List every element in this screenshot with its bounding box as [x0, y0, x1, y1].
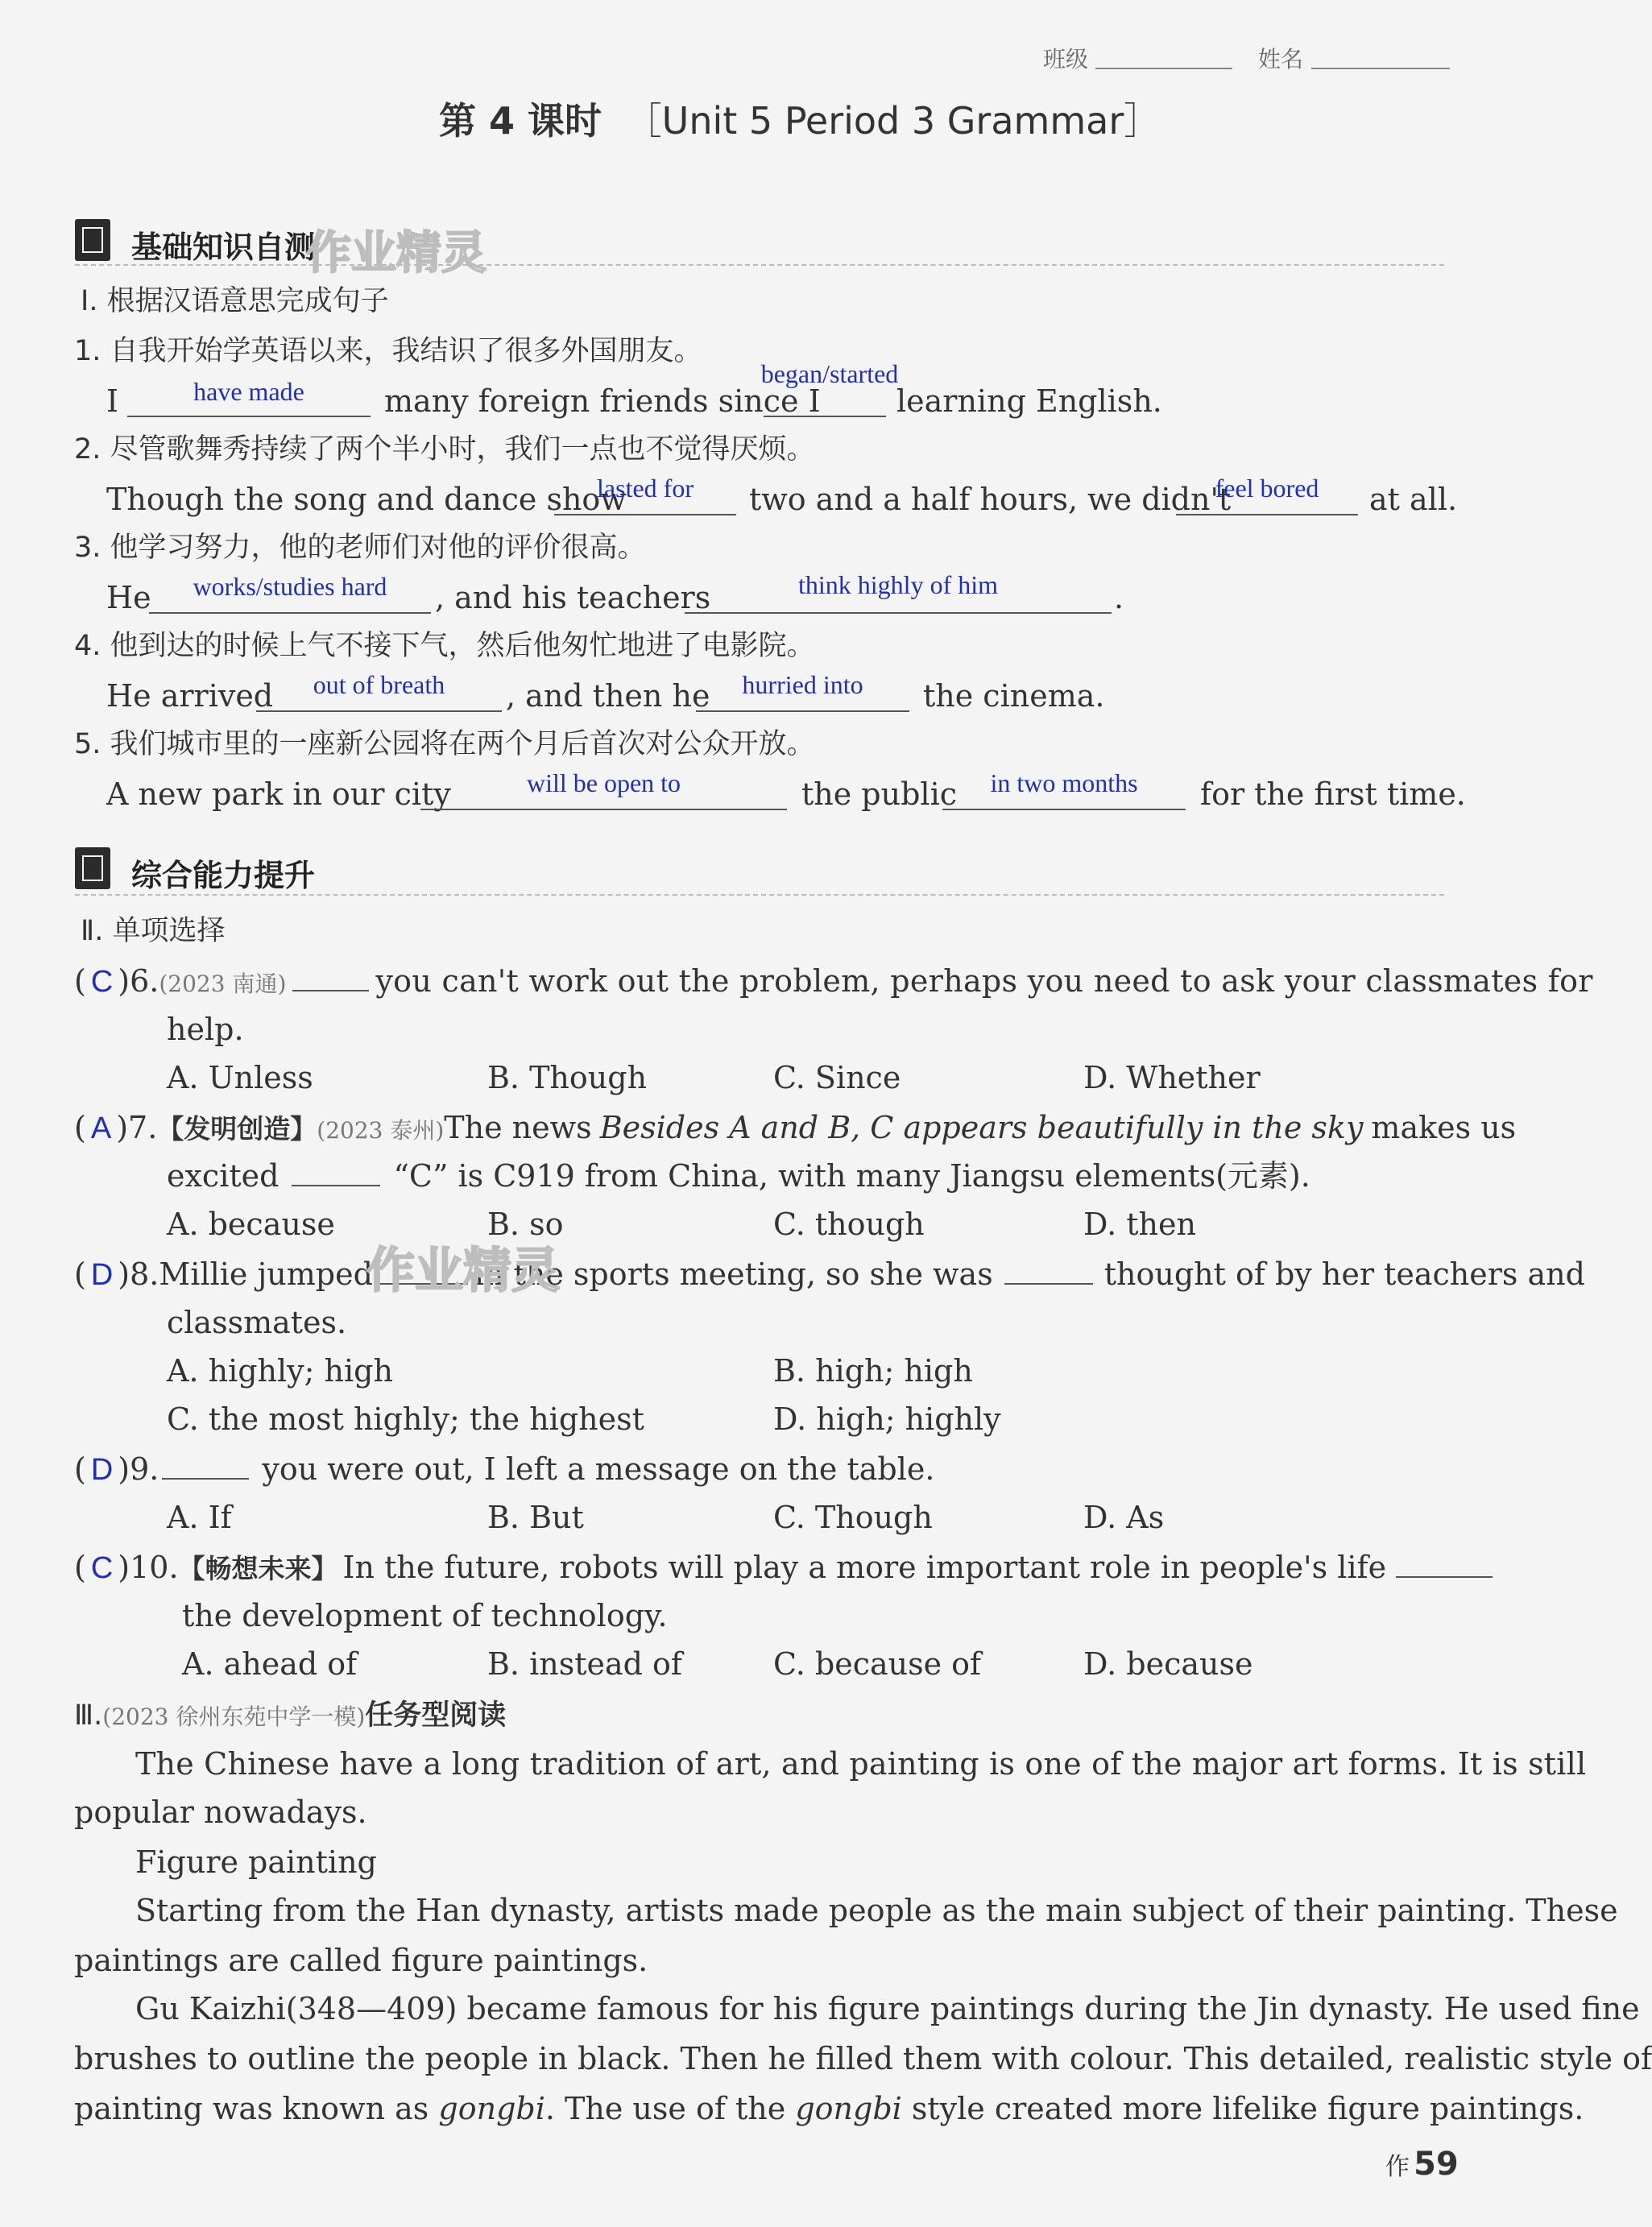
- q9-line1: [74, 1451, 934, 1488]
- q7-opt-c[interactable]: C. though: [773, 1207, 925, 1242]
- q8-text-a1: Millie jumped: [159, 1256, 373, 1292]
- q7-opt-d[interactable]: D. then: [1083, 1207, 1196, 1242]
- q10-opt-a[interactable]: A. ahead of: [182, 1646, 358, 1682]
- q8-num: )8.: [118, 1256, 159, 1292]
- q4-en-b: , and then he: [506, 678, 710, 714]
- paren-open: (: [74, 1550, 86, 1585]
- q1-cn: 1. 自我开始学英语以来，我结识了很多外国朋友。: [74, 335, 702, 367]
- q5-en-a: A new park in our city: [106, 776, 451, 812]
- q6-opt-d[interactable]: D. Whether: [1083, 1060, 1261, 1095]
- q7-line2: [167, 1158, 1310, 1194]
- p3-c-italic2: gongbi: [795, 2091, 902, 2126]
- q3-cn: 3. 他学习努力，他的老师们对他的评价很高。: [74, 532, 646, 564]
- p3-c-italic1: gongbi: [438, 2091, 545, 2126]
- watermark: 作业精灵: [306, 227, 486, 279]
- q7-opt-a[interactable]: A. because: [167, 1207, 335, 1242]
- q6-line1: [74, 963, 1593, 1002]
- q2-answer-b: feel bored: [1215, 474, 1319, 503]
- q10-text-a: In the future, robots will play a more important role in people's life: [342, 1550, 1387, 1585]
- name-label: 姓名: [1258, 46, 1304, 72]
- q6-source: (2023 南通): [159, 971, 287, 997]
- page-num: 59: [1414, 2146, 1459, 2183]
- q4-en-c: the cinema.: [923, 678, 1105, 714]
- page-title: [439, 97, 1161, 145]
- p3-c2: . The use of the: [544, 2091, 786, 2126]
- section1-divider: [75, 264, 1444, 266]
- passage-subtitle: Figure painting: [135, 1844, 377, 1880]
- q7-line1: [74, 1110, 1516, 1149]
- q7-text-a-italic: Besides A and B, C appears beautifully in the sky: [599, 1110, 1364, 1145]
- q6-text-b: help.: [167, 1012, 244, 1047]
- q10-line1: [74, 1550, 1493, 1587]
- title-cn: 第 4 课时: [439, 99, 602, 143]
- q10-blank[interactable]: [1396, 1576, 1493, 1578]
- paren-open: (: [74, 1110, 86, 1145]
- q10-num: )10.: [118, 1550, 179, 1585]
- q8-answer: D: [90, 1258, 114, 1292]
- section1-title: 基础知识自测: [131, 230, 316, 265]
- q4-cn: 4. 他到达的时候上气不接下气，然后他匆忙地进了电影院。: [74, 630, 815, 662]
- q9-blank[interactable]: [162, 1478, 249, 1480]
- q10-opt-d[interactable]: D. because: [1083, 1646, 1253, 1682]
- q6-opt-c[interactable]: C. Since: [773, 1060, 901, 1095]
- q9-opt-d[interactable]: D. As: [1083, 1500, 1165, 1535]
- q8-text-a2: in the sports meeting, so she was: [474, 1256, 993, 1292]
- q1-en-b: many foreign friends since I: [384, 383, 821, 419]
- q7-blank[interactable]: [292, 1185, 380, 1186]
- part3-source: (2023 徐州东苑中学一模): [102, 1703, 366, 1730]
- q9-answer: D: [90, 1453, 114, 1487]
- part1-label: Ⅰ. 根据汉语意思完成句子: [81, 285, 389, 317]
- q8-opt-c[interactable]: C. the most highly; the highest: [167, 1401, 644, 1437]
- q5-answer-b: in two months: [990, 768, 1138, 797]
- q6-answer: C: [90, 965, 114, 999]
- p3-c1: painting was known as: [74, 2091, 429, 2126]
- passage-p3-a: Gu Kaizhi(348—409) became famous for his figure paintings during the Jin dynasty. He used fine: [135, 1991, 1640, 2026]
- q8-opt-b[interactable]: B. high; high: [773, 1353, 973, 1389]
- q2-en-b: two and a half hours, we didn't: [749, 482, 1232, 517]
- q2-en-a: Though the song and dance show: [106, 482, 627, 517]
- q1-en-c: learning English.: [896, 383, 1162, 419]
- q7-num: )7.: [116, 1110, 158, 1145]
- passage-p1-b: popular nowadays.: [74, 1794, 367, 1830]
- q9-text: you were out, I left a message on the table.: [262, 1451, 935, 1487]
- q10-opt-c[interactable]: C. because of: [773, 1646, 982, 1682]
- part3-label: Ⅲ.: [74, 1699, 103, 1732]
- q7-text-b2: “C” is C919 from China, with many Jiangsu elements(元素).: [393, 1158, 1310, 1194]
- q1-en-a: I: [106, 383, 119, 419]
- q9-opt-c[interactable]: C. Though: [773, 1500, 933, 1535]
- q3-blank-a[interactable]: [149, 612, 431, 614]
- q3-en-c: .: [1114, 580, 1124, 615]
- q4-blank-b[interactable]: [696, 710, 909, 712]
- q8-blank-2[interactable]: [1004, 1283, 1093, 1285]
- q2-blank-a[interactable]: [554, 514, 736, 515]
- q8-line1: [74, 1256, 1585, 1293]
- q4-answer-b: hurried into: [742, 670, 863, 699]
- q4-en-a: He arrived: [106, 678, 274, 714]
- q4-blank-a[interactable]: [256, 710, 502, 712]
- q5-en-c: for the first time.: [1200, 776, 1466, 812]
- q7-opt-b[interactable]: B. so: [487, 1207, 564, 1242]
- q10-tag: 【畅想未来】: [178, 1553, 338, 1584]
- q1-answer-a: have made: [193, 377, 304, 406]
- q7-text-a2: makes us: [1371, 1110, 1517, 1145]
- section-icon: [75, 219, 110, 261]
- page-number: [1385, 2146, 1459, 2183]
- passage-p1-a: The Chinese have a long tradition of art, and painting is one of the major art forms. It is still: [135, 1746, 1587, 1782]
- q6-num: )6.: [118, 963, 159, 999]
- q3-blank-b[interactable]: [685, 612, 1112, 614]
- page-prefix: 作: [1385, 2153, 1410, 2181]
- q8-text-a3: thought of by her teachers and: [1103, 1256, 1585, 1292]
- q3-en-a: He: [106, 580, 151, 615]
- title-en: ［Unit 5 Period 3 Grammar］: [624, 99, 1161, 143]
- q7-tag: 【发明创造】: [157, 1113, 317, 1145]
- q6-opt-a[interactable]: A. Unless: [167, 1060, 313, 1095]
- q5-answer-a: will be open to: [526, 768, 681, 797]
- q2-en-c: at all.: [1369, 482, 1458, 517]
- q3-en-b: , and his teachers: [435, 580, 711, 615]
- part2-label: Ⅱ. 单项选择: [81, 915, 226, 947]
- section2-divider: [75, 894, 1444, 896]
- section-icon: [75, 847, 110, 889]
- q10-answer: C: [90, 1551, 114, 1585]
- q5-cn: 5. 我们城市里的一座新公园将在两个月后首次对公众开放。: [74, 728, 815, 760]
- q8-opt-a[interactable]: A. highly; high: [167, 1353, 393, 1389]
- q2-blank-b[interactable]: [1176, 514, 1358, 515]
- q1-blank-b[interactable]: [764, 416, 886, 417]
- passage-p2-b: paintings are called figure paintings.: [74, 1943, 648, 1978]
- q6-blank[interactable]: [292, 990, 369, 991]
- class-label: 班级: [1043, 46, 1089, 72]
- p3-c3: style created more lifelike figure paintings.: [911, 2091, 1584, 2126]
- q3-answer-b: think highly of him: [798, 570, 998, 599]
- q6-opt-b[interactable]: B. Though: [487, 1060, 648, 1095]
- q9-num: )9.: [118, 1451, 159, 1487]
- q5-en-b: the public: [801, 776, 958, 812]
- q8-text-b: classmates.: [167, 1305, 347, 1340]
- q6-text-a: you can't work out the problem, perhaps you need to ask your classmates for: [375, 963, 1593, 999]
- q4-answer-a: out of breath: [313, 670, 445, 699]
- paren-open: (: [74, 1256, 86, 1292]
- section2-title: 综合能力提升: [131, 858, 316, 893]
- q1-answer-b: began/started: [760, 359, 899, 388]
- q7-text-b1: excited: [167, 1158, 279, 1194]
- part3-task: 任务型阅读: [365, 1699, 507, 1732]
- q3-answer-a: works/studies hard: [193, 572, 387, 601]
- part3-heading: [74, 1696, 506, 1735]
- q9-opt-b[interactable]: B. But: [487, 1500, 584, 1535]
- q10-text-b: the development of technology.: [182, 1598, 668, 1633]
- q10-opt-b[interactable]: B. instead of: [487, 1646, 682, 1682]
- passage-p3-b: brushes to outline the people in black. Then he filled them with colour. This detailed, realistic style of: [74, 2041, 1652, 2076]
- paren-open: (: [74, 1451, 86, 1487]
- q1-blank-a[interactable]: [127, 416, 371, 417]
- q8-opt-d[interactable]: D. high; highly: [773, 1401, 1001, 1437]
- name-field[interactable]: [1311, 68, 1450, 69]
- q2-answer-a: lasted for: [597, 474, 694, 503]
- q9-opt-a[interactable]: A. If: [167, 1500, 232, 1535]
- q7-text-a1: The news: [444, 1110, 592, 1145]
- paren-open: (: [74, 963, 86, 999]
- q7-source: (2023 泰州): [317, 1117, 445, 1144]
- q5-blank-b[interactable]: [942, 809, 1186, 810]
- q5-blank-a[interactable]: [420, 809, 787, 810]
- q7-answer: A: [90, 1111, 112, 1145]
- q2-cn: 2. 尽管歌舞秀持续了两个半小时，我们一点也不觉得厌烦。: [74, 433, 815, 466]
- passage-p2-a: Starting from the Han dynasty, artists made people as the main subject of their painting. These: [135, 1893, 1618, 1928]
- watermark: 作业精灵: [366, 1243, 560, 1299]
- passage-p3-c: [74, 2091, 1584, 2126]
- class-field[interactable]: [1095, 68, 1232, 69]
